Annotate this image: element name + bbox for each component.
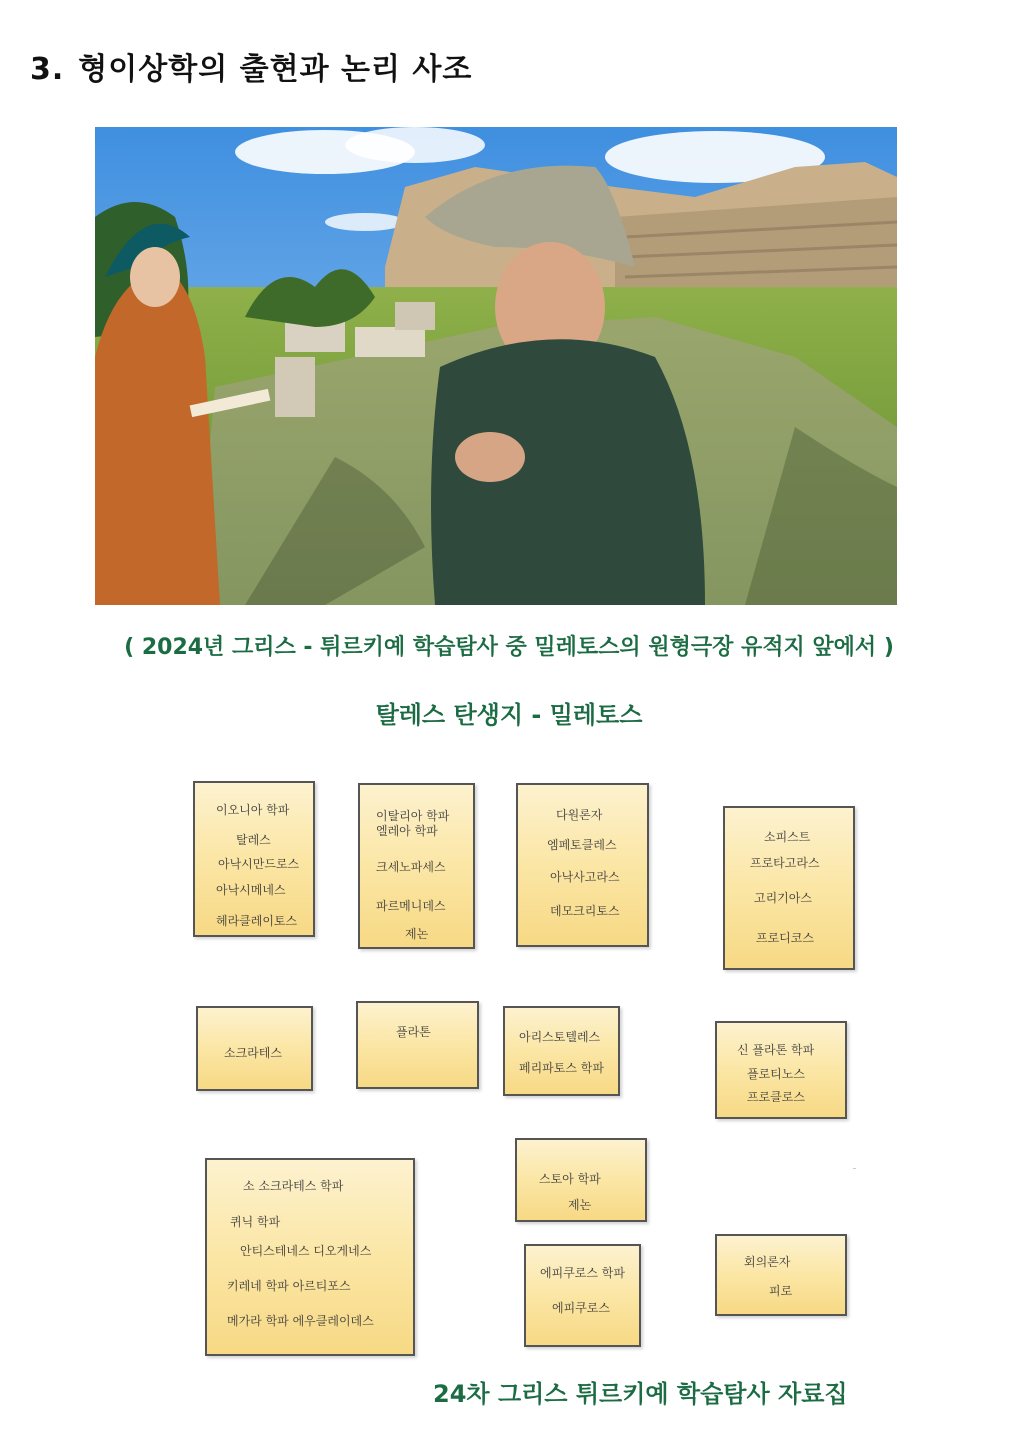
card-line: 페리파토스 학파 bbox=[519, 1061, 604, 1075]
section-number: 3. bbox=[30, 52, 65, 87]
card-line: 안티스테네스 디오게네스 bbox=[240, 1244, 372, 1258]
card-skeptics bbox=[715, 1234, 847, 1316]
card-line: 스토아 학파 bbox=[539, 1172, 601, 1186]
stray-mark bbox=[853, 1168, 856, 1169]
card-line: 헤라클레이토스 bbox=[216, 914, 298, 928]
card-line: 크세노파세스 bbox=[376, 860, 446, 874]
card-line: 퀴닉 학파 bbox=[230, 1215, 281, 1229]
card-socrates bbox=[196, 1006, 313, 1091]
card-minor-socratics bbox=[205, 1158, 415, 1356]
card-line: 회의론자 bbox=[744, 1255, 791, 1269]
card-line: 프로클로스 bbox=[747, 1090, 805, 1104]
card-line: 이오니아 학파 bbox=[216, 803, 290, 817]
footer-title: 24차 그리스 튀르키예 학습탐사 자료집 bbox=[433, 1380, 848, 1408]
card-line: 데모크리토스 bbox=[550, 904, 620, 918]
section-title: 형이상학의 출현과 논리 사조 bbox=[78, 52, 473, 87]
card-line: 소크라테스 bbox=[224, 1046, 282, 1060]
trip-caption: ( 2024년 그리스 - 튀르키예 학습탐사 중 밀레토스의 원형극장 유적지 앞에서 ) bbox=[124, 635, 894, 660]
photo-illustration bbox=[95, 127, 897, 605]
card-aristotle bbox=[503, 1006, 620, 1096]
card-line: 제논 bbox=[568, 1198, 592, 1212]
card-line: 프로디코스 bbox=[756, 931, 814, 945]
card-line: 플로티노스 bbox=[747, 1067, 805, 1081]
field-trip-photo bbox=[95, 127, 897, 605]
card-line: 제논 bbox=[405, 927, 429, 941]
card-line: 고리기아스 bbox=[754, 891, 812, 905]
section-heading bbox=[30, 44, 472, 88]
card-line: 에피쿠로스 bbox=[552, 1301, 610, 1315]
card-line: 엘레아 학파 bbox=[376, 824, 438, 838]
card-line: 메가라 학파 에우클레이데스 bbox=[227, 1314, 374, 1328]
card-line: 탈레스 bbox=[236, 833, 271, 847]
card-line: 아낙사고라스 bbox=[550, 870, 620, 884]
card-line: 이탈리아 학파 bbox=[376, 809, 450, 823]
card-line: 에피쿠로스 학파 bbox=[540, 1266, 625, 1280]
place-caption: 탈레스 탄생지 - 밀레토스 bbox=[375, 701, 643, 729]
card-line: 프로타고라스 bbox=[750, 856, 820, 870]
card-line: 아리스토텔레스 bbox=[519, 1030, 601, 1044]
card-line: 엠페토클레스 bbox=[547, 838, 617, 852]
card-line: 소 소크라테스 학파 bbox=[243, 1179, 344, 1193]
card-line: 키레네 학파 아르티포스 bbox=[227, 1279, 351, 1293]
card-line: 신 플라톤 학파 bbox=[737, 1043, 815, 1057]
card-line: 파르메니데스 bbox=[376, 899, 446, 913]
card-line: 아낙시메네스 bbox=[216, 883, 286, 897]
card-stoics bbox=[515, 1138, 647, 1222]
card-line: 플라톤 bbox=[396, 1025, 431, 1039]
card-ionian-school bbox=[193, 781, 315, 937]
card-neoplatonism bbox=[715, 1021, 847, 1119]
card-pluralists bbox=[516, 783, 649, 947]
card-line: 피로 bbox=[769, 1284, 793, 1298]
card-line: 소피스트 bbox=[764, 830, 811, 844]
card-epicureans bbox=[524, 1244, 641, 1347]
card-sophists bbox=[723, 806, 855, 970]
card-line: 다원론자 bbox=[556, 808, 603, 822]
card-italian-school bbox=[358, 783, 475, 949]
card-line: 아낙시만드로스 bbox=[218, 857, 300, 871]
card-plato bbox=[356, 1001, 479, 1089]
